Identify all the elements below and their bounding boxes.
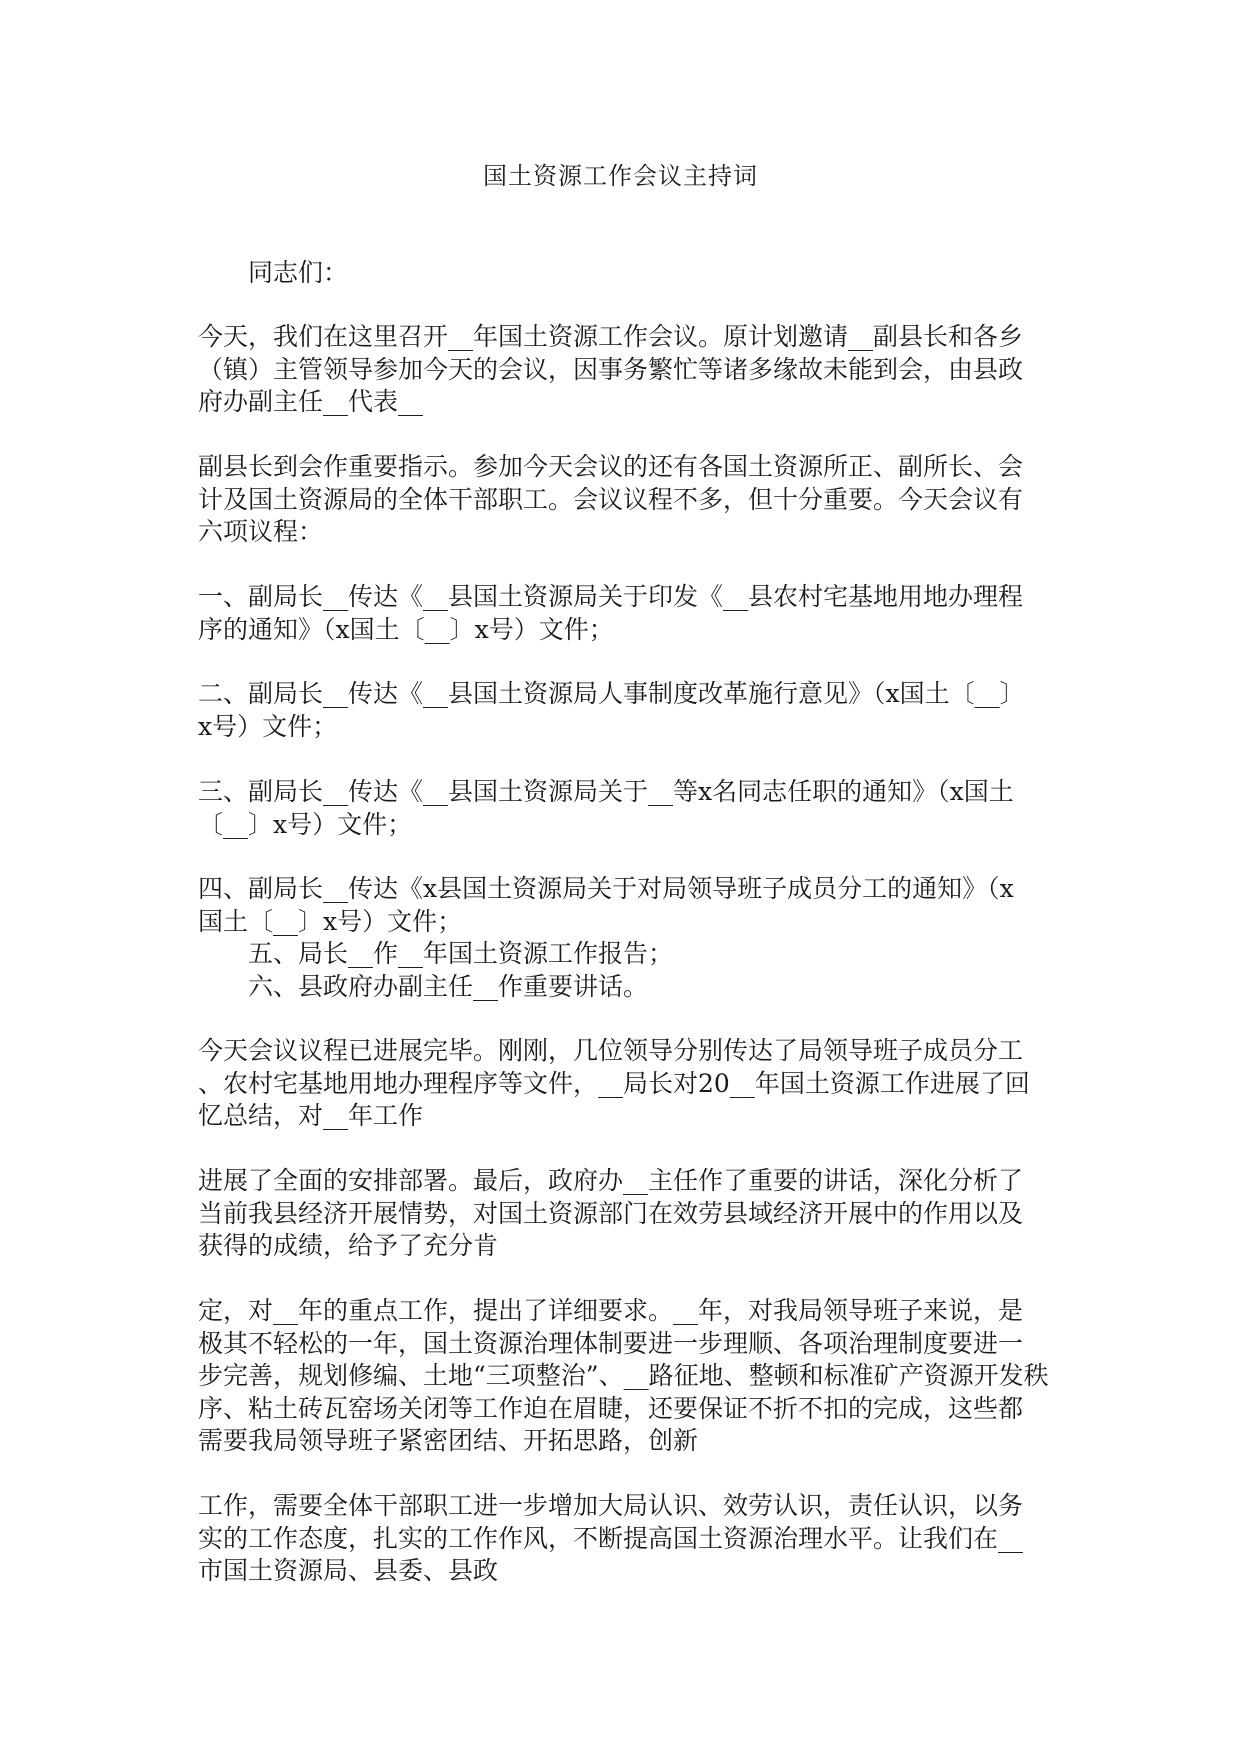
paragraph-line: 序的通知》（x国土〔__〕x号）文件； <box>198 614 614 644</box>
paragraph-line: 实的工作态度，扎实的工作作风，不断提高国土资源治理水平。让我们在__ <box>198 1523 1024 1553</box>
paragraph-line: 需要我局领导班子紧密团结、开拓思路，创新 <box>198 1426 699 1455</box>
paragraph-line: 二、副局长__传达《__县国土资源局人事制度改革施行意见》（x国土〔__〕 <box>198 679 1025 708</box>
paragraph-closing <box>198 1490 1058 1588</box>
paragraph-line: 序、粘土砖瓦窑场关闭等工作迫在眉睫，还要保证不折不扣的完成，这些都 <box>198 1393 1024 1423</box>
paragraph-line: 副县长到会作重要指示。参加今天会议的还有各国土资源所正、副所长、会 <box>198 452 1024 481</box>
greeting: 同志们： <box>248 258 349 287</box>
paragraph-line: 一、副局长__传达《__县国土资源局关于印发《__县农村宅基地用地办理程 <box>198 582 1024 611</box>
paragraph-line: 市国土资源局、县委、县政 <box>198 1556 499 1585</box>
paragraph-line: 府办副主任__代表__ <box>198 387 424 416</box>
paragraph-line: 六项议程： <box>198 517 324 546</box>
paragraph-line: 步完善，规划修编、土地“三项整治”、__路征地、整顿和标准矿产资源开发秩 <box>198 1361 1049 1390</box>
paragraph-2 <box>198 451 1058 549</box>
paragraph-line: 国土〔__〕x号）文件； <box>198 906 463 936</box>
agenda-item-2 <box>198 678 1058 743</box>
paragraph-line: 当前我县经济开展情势，对国土资源部门在效劳县域经济开展中的作用以及 <box>198 1198 1024 1228</box>
agenda-item-4 <box>198 873 1058 938</box>
paragraph-line: 今天，我们在这里召开__年国土资源工作会议。原计划邀请__副县长和各乡 <box>198 322 1024 351</box>
agenda-items-5-6 <box>198 938 1108 1003</box>
paragraph-line: 极其不轻松的一年，国土资源治理体制要进一步理顺、各项治理制度要进一 <box>198 1328 1024 1358</box>
paragraph-line: 五、局长__作__年国土资源工作报告； <box>248 939 674 968</box>
paragraph-line: x号）文件； <box>198 711 338 741</box>
paragraph-line: 进展了全面的安排部署。最后，政府办__主任作了重要的讲话，深化分析了 <box>198 1166 1024 1195</box>
paragraph-line: 三、副局长__传达《__县国土资源局关于__等x名同志任职的通知》（x国土 <box>198 777 1014 806</box>
paragraph-line: 四、副局长__传达《x县国土资源局关于对局领导班子成员分工的通知》（x <box>198 874 1014 903</box>
paragraph-line: 今天会议议程已进展完毕。刚刚，几位领导分别传达了局领导班子成员分工 <box>198 1036 1024 1065</box>
paragraph-line: 定，对__年的重点工作，提出了详细要求。__年，对我局领导班子来说，是 <box>198 1296 1024 1325</box>
agenda-item-1 <box>198 581 1058 646</box>
paragraph-requirements <box>198 1295 1058 1458</box>
document-title: 国土资源工作会议主持词 <box>483 162 758 190</box>
paragraph-summary <box>198 1035 1058 1133</box>
paragraph-1 <box>198 321 1058 419</box>
paragraph-line: 六、县政府办副主任__作重要讲话。 <box>248 971 649 1001</box>
paragraph-line: （镇）主管领导参加今天的会议，因事务繁忙等诸多缘故未能到会，由县政 <box>198 354 1024 384</box>
paragraph-line: 〔__〕x号）文件； <box>198 809 413 839</box>
agenda-item-3 <box>198 776 1058 841</box>
paragraph-line: 工作，需要全体干部职工进一步增加大局认识、效劳认识，责任认识，以务 <box>198 1491 1024 1520</box>
paragraph-deployment <box>198 1165 1058 1263</box>
paragraph-line: 、农村宅基地用地办理程序等文件，__局长对20__年国土资源工作进展了回 <box>198 1068 1030 1098</box>
paragraph-line: 计及国土资源局的全体干部职工。会议议程不多，但十分重要。今天会议有 <box>198 484 1024 514</box>
paragraph-line: 获得的成绩，给予了充分肯 <box>198 1231 499 1260</box>
paragraph-line: 忆总结，对__年工作 <box>198 1101 424 1130</box>
